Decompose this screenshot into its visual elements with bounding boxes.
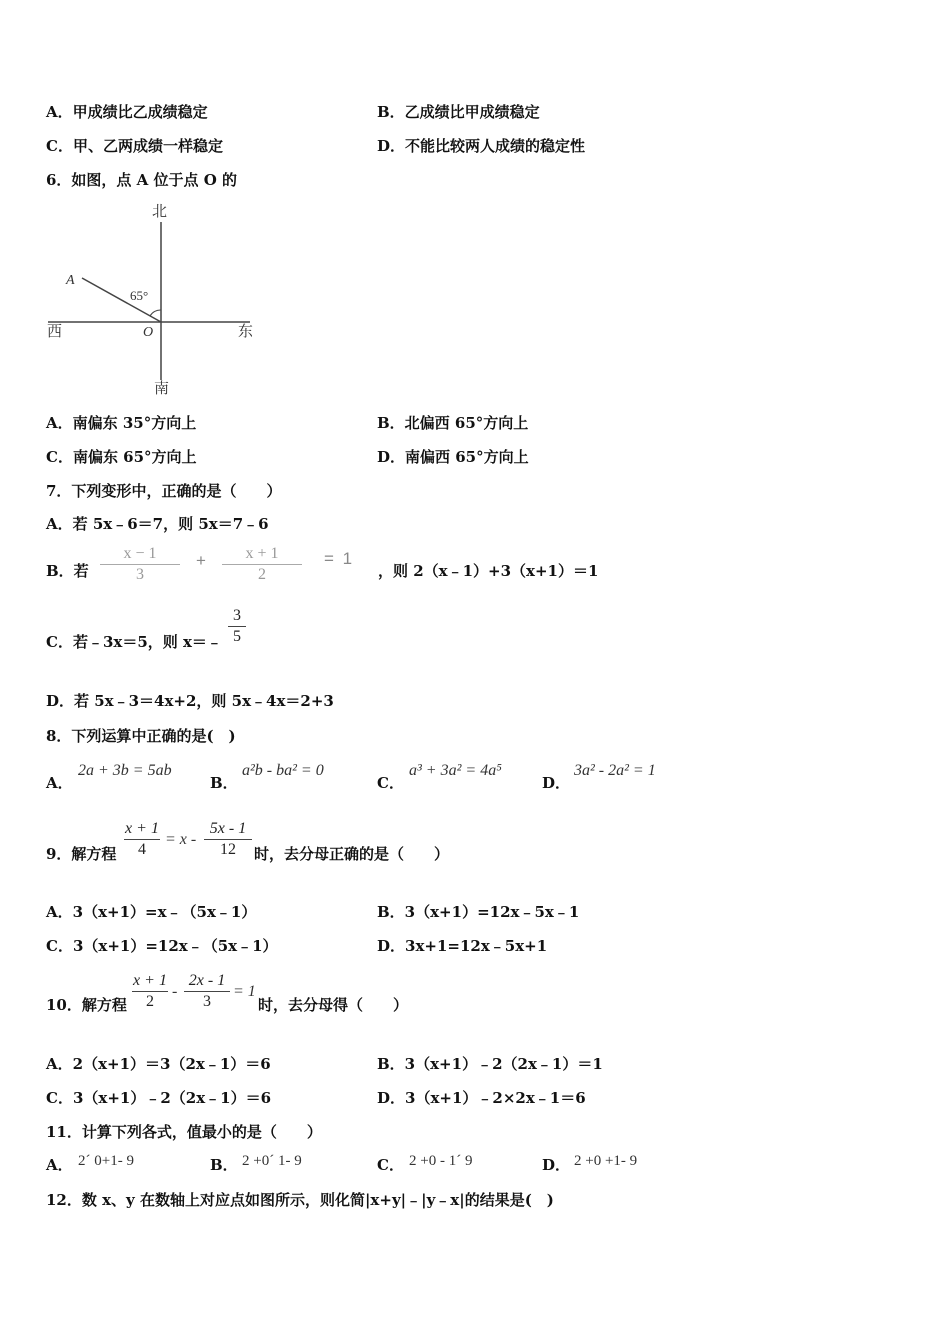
q10-stem-suffix: 时，去分母得（ ） [258,996,409,1014]
angle-arc [150,310,161,316]
q10-f1-num: x + 1 [133,972,167,989]
q9-mid: = x - [165,831,197,848]
q5-option-c: C．甲、乙两成绩一样稳定 [46,137,223,155]
q9-fraction-1 [124,820,160,859]
q9-fraction-2 [204,820,252,859]
west-label: 西 [47,324,63,340]
q7-b-frac1-den: 3 [136,566,144,583]
q6-option-a: A．南偏东 35°方向上 [46,414,197,432]
q8-stem: 8．下列运算中正确的是( ) [46,727,236,745]
q10-f2-num: 2x - 1 [188,972,226,989]
q10-option-c: C．3（x+1）﹣2（2x﹣1）＝6 [46,1089,272,1107]
q7-option-c-prefix: C．若﹣3x＝5，则 x＝﹣ [46,633,222,651]
q7-b-op: + [196,551,208,570]
q7-option-d: D．若 5x﹣3＝4x+2，则 5x﹣4x＝2+3 [46,692,334,710]
q10-option-b: B．3（x+1）﹣2（2x﹣1）＝1 [377,1055,603,1073]
q10-eq: = 1 [233,983,256,1000]
q10-option-a: A．2（x+1）＝3（2x﹣1）＝6 [46,1055,271,1073]
q9-f1-den: 4 [138,841,146,858]
q10-fraction-2 [184,972,230,1011]
q6-option-b: B．北偏西 65°方向上 [377,414,529,432]
q11-c-label: C． [377,1156,404,1174]
q7-b-fraction-1 [100,545,180,584]
q7-b-frac2-num: x + 1 [245,545,279,562]
q5-option-a: A．甲成绩比乙成绩稳定 [46,103,208,121]
q10-fraction-1 [132,972,168,1011]
q9-stem-prefix: 9．解方程 [46,845,117,863]
q6-option-c: C．南偏东 65°方向上 [46,448,197,466]
q11-a-expr: 2´ 0+1- 9 [78,1153,134,1169]
east-label: 东 [238,324,254,340]
q9-option-a: A．3（x+1）=x﹣（5x﹣1） [46,903,257,921]
q8-a-label: A． [46,774,73,792]
q11-d-expr: 2 +0 +1- 9 [574,1153,638,1169]
south-label: 南 [154,381,170,397]
q9-f1-num: x + 1 [125,820,159,837]
q8-b-label: B． [210,774,238,792]
q6-option-d: D．南偏西 65°方向上 [377,448,529,466]
q7-stem: 7．下列变形中，正确的是（ ） [46,482,282,500]
q7-c-den: 5 [233,628,241,645]
q7-c-num: 3 [233,607,241,624]
q8-a-expr: 2a + 3b = 5ab [78,762,172,779]
q11-b-expr: 2 +0´ 1- 9 [242,1153,302,1169]
q8-c-expr: a³ + 3a² = 4a⁵ [409,762,502,779]
q8-b-expr: a²b - ba² = 0 [242,762,324,779]
q7-option-b-prefix: B．若 [46,562,89,580]
angle-label: 65° [130,288,149,303]
q11-stem: 11．计算下列各式，值最小的是（ ） [46,1123,322,1141]
q7-b-frac1-num: x − 1 [123,545,157,562]
ray-oa [82,278,161,322]
q9-f2-num: 5x - 1 [209,820,247,837]
q12-stem: 12．数 x、y 在数轴上对应点如图所示，则化简|x+y|﹣|y﹣x|的结果是( ) [46,1191,554,1209]
q8-d-expr: 3a² - 2a² = 1 [574,762,656,779]
q5-option-b: B．乙成绩比甲成绩稳定 [377,103,540,121]
q7-b-eq: = 1 [324,549,355,568]
q10-minus: - [172,983,178,1000]
q7-b-frac2-den: 2 [258,566,266,583]
q8-d-label: D． [542,774,571,792]
q9-option-b: B．3（x+1）=12x﹣5x﹣1 [377,903,580,921]
q10-f2-den: 3 [203,993,211,1010]
q9-f2-den: 12 [220,841,236,858]
q10-stem-prefix: 10．解方程 [46,996,127,1014]
q7-option-b-suffix: ，则 2（x﹣1）+3（x+1）＝1 [378,562,599,580]
point-a-label: A [66,273,75,288]
q9-option-c: C．3（x+1）=12x﹣（5x﹣1） [46,937,278,955]
compass-figure [40,198,270,398]
q9-option-d: D．3x+1=12x﹣5x+1 [377,937,548,955]
origin-label: O [143,325,154,340]
q7-option-a: A．若 5x﹣6＝7，则 5x＝7﹣6 [46,515,269,533]
q9-stem-suffix: 时，去分母正确的是（ ） [254,845,450,863]
q7-b-fraction-2 [222,545,302,584]
q10-option-d: D．3（x+1）﹣2×2x﹣1＝6 [377,1089,586,1107]
q11-a-label: A． [46,1156,73,1174]
north-label: 北 [152,204,168,220]
q8-c-label: C． [377,774,404,792]
q11-b-label: B． [210,1156,238,1174]
q10-f1-den: 2 [146,993,154,1010]
q11-d-label: D． [542,1156,571,1174]
q5-option-d: D．不能比较两人成绩的稳定性 [377,137,586,155]
q11-c-expr: 2 +0 - 1´ 9 [409,1153,473,1169]
q7-c-fraction [228,607,246,646]
q6-stem: 6．如图，点 A 位于点 O 的 [46,171,238,189]
